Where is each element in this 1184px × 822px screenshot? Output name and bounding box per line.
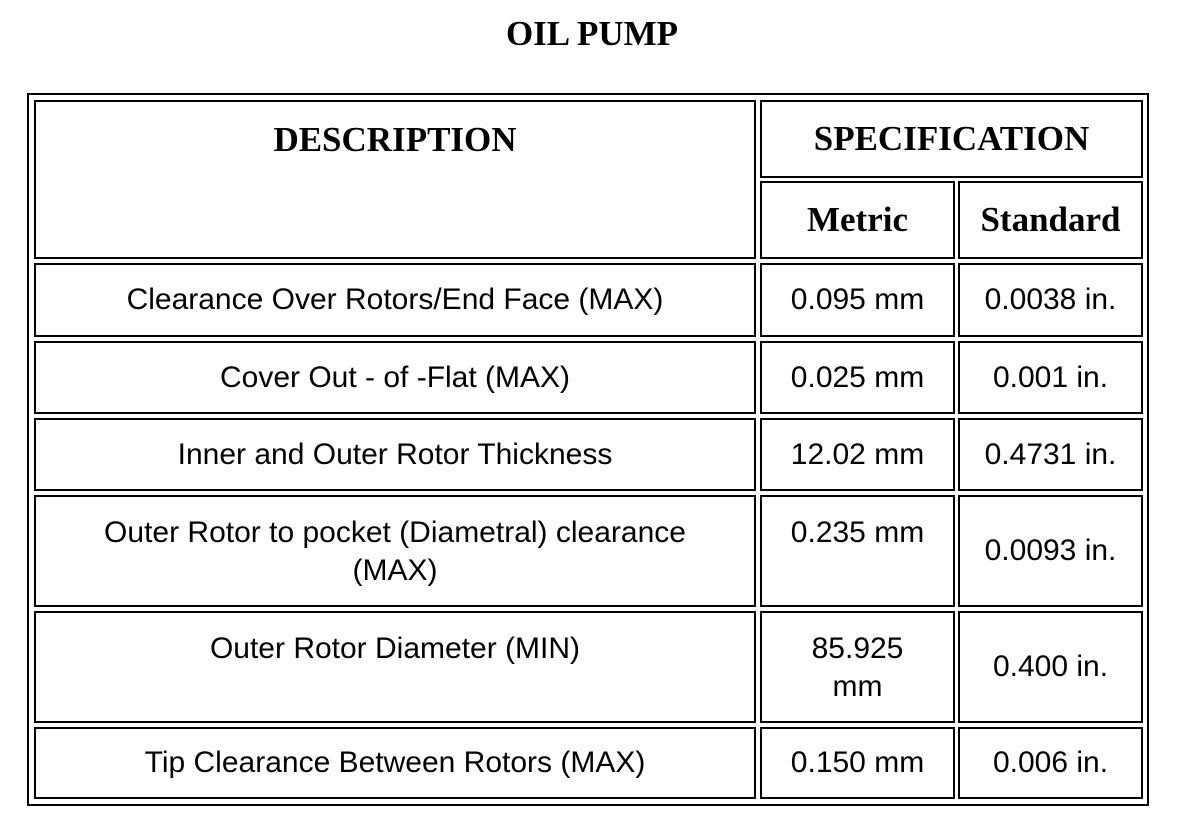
row-description-text: Outer Rotor Diameter (MIN) <box>209 632 581 665</box>
table-row-metric <box>760 341 955 414</box>
table-row-description <box>34 418 756 491</box>
table-row-standard <box>958 418 1143 491</box>
row-metric-value: 0.150 mm <box>790 746 925 779</box>
row-description-text: Clearance Over Rotors/End Face (MAX) <box>126 283 664 316</box>
row-standard-value: 0.400 in. <box>992 650 1109 683</box>
row-standard-value: 0.001 in. <box>992 360 1109 394</box>
table-row-standard <box>958 611 1143 723</box>
table-row-standard <box>958 495 1143 607</box>
row-metric-value: 0.235 mm <box>790 516 925 549</box>
table-row-metric <box>760 495 955 607</box>
row-description-text: Cover Out - of -Flat (MAX) <box>219 360 571 394</box>
row-standard-value: 0.0093 in. <box>984 534 1117 567</box>
row-metric-value: 12.02 mm <box>790 437 925 471</box>
table-row-description <box>34 495 756 607</box>
standard-header <box>958 181 1143 259</box>
row-metric-value: 85.925 mm <box>811 632 904 703</box>
row-description-text: Inner and Outer Rotor Thickness <box>177 437 613 471</box>
table-row-standard <box>958 727 1143 799</box>
table-row-description <box>34 727 756 799</box>
row-standard-value: 0.4731 in. <box>984 437 1117 471</box>
metric-header-label: Metric <box>806 200 909 239</box>
description-header <box>34 100 756 259</box>
row-description-text: Outer Rotor to pocket (Diametral) clearance (MAX) <box>104 516 686 587</box>
description-header-label: DESCRIPTION <box>273 120 517 159</box>
row-standard-value: 0.0038 in. <box>984 283 1117 316</box>
page-title: OIL PUMP <box>505 14 679 53</box>
table-row-description <box>34 263 756 337</box>
table-row-metric <box>760 611 955 723</box>
row-metric-value: 0.095 mm <box>790 283 925 316</box>
specification-header-label: SPECIFICATION <box>813 119 1090 158</box>
table-row-metric <box>760 418 955 491</box>
metric-header <box>760 181 955 259</box>
table-row-description <box>34 341 756 414</box>
table-row-metric <box>760 727 955 799</box>
standard-header-label: Standard <box>980 200 1121 239</box>
table-row-standard <box>958 263 1143 337</box>
row-metric-value: 0.025 mm <box>790 360 925 394</box>
specification-header <box>760 100 1143 178</box>
table-row-description <box>34 611 756 723</box>
table-row-metric <box>760 263 955 337</box>
row-description-text: Tip Clearance Between Rotors (MAX) <box>144 746 646 779</box>
row-standard-value: 0.006 in. <box>992 746 1109 779</box>
table-row-standard <box>958 341 1143 414</box>
